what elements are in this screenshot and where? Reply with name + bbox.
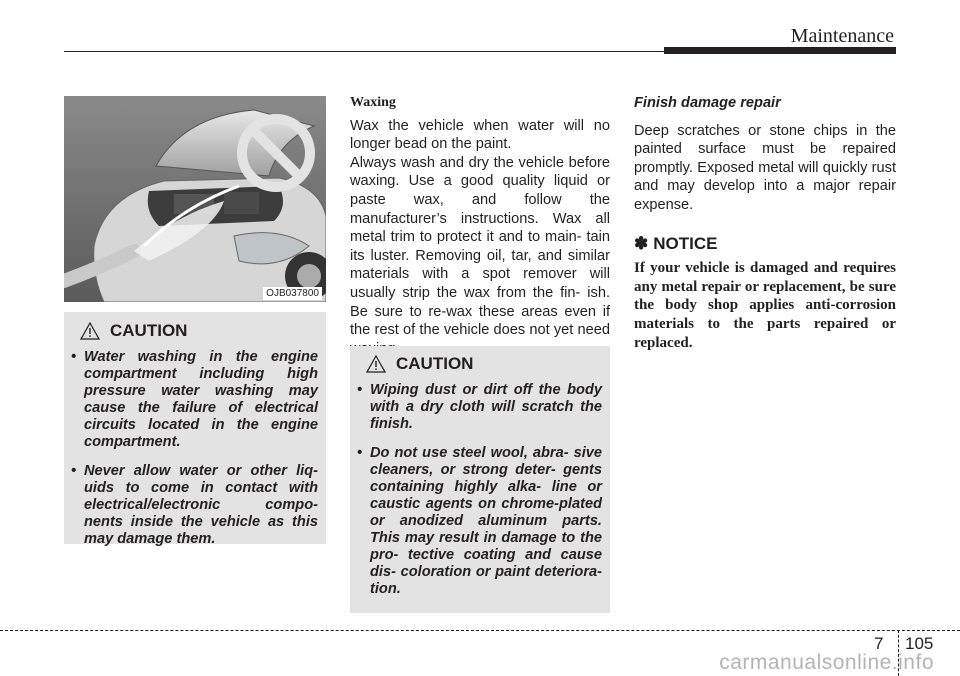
caution-item: • Do not use steel wool, abra- sive cleaners, or strong deter- gents containing highly alka- line or caustic agents on chrome-plated or anodized aluminum parts. This may result in damage to the pro- tective coating and cause dis- coloration or paint deteriora- tion. [350, 445, 602, 598]
notice-title: NOTICE [653, 233, 718, 253]
header-bar [664, 47, 896, 54]
caution-item: • Never allow water or other liq- uids to come in contact with electrical/electronic compo- nents inside the vehicle as this may damage them. [64, 463, 318, 548]
photo-code: OJB037800 [263, 287, 322, 300]
finish-paragraph: Deep scratches or stone chips in the painted surface must be repaired promptly. Exposed metal will quickly rust and may develop into a major repair expense. [634, 122, 896, 213]
waxing-heading: Waxing [350, 95, 396, 110]
page-number: 105 [905, 634, 934, 653]
warning-triangle-icon [80, 322, 100, 340]
waxing-section [350, 94, 610, 358]
caution-header [366, 354, 602, 374]
caution-header [80, 321, 318, 341]
caution-title: CAUTION [110, 321, 188, 340]
notice-text: If your vehicle is damaged and requires any metal repair or replacement, be sure the body shop applies anti-corrosion materials to the parts repaired or replaced. [634, 260, 896, 351]
header-rule [64, 51, 664, 52]
caution-box-engine [64, 312, 326, 547]
caution-item: • Water washing in the engine compartment including high pressure water washing may cause the failure of electrical circuits located in the engine compartment. [64, 349, 318, 451]
footer-rule [0, 630, 960, 631]
caution-box-finish [350, 346, 610, 613]
waxing-paragraph: Always wash and dry the vehicle before waxing. Use a good quality liquid or paste wax, and follow the manufacturer’s instructions. Wax all metal trim to protect it and to main- tain its luster. Removing oil, tar, and similar materials with a spot remover will usually strip the wax from the fin- ish. Be sure to re-wax these areas even if the rest of the vehicle does not yet need [350, 154, 610, 339]
finish-repair-section [634, 94, 896, 352]
section-title: Maintenance [790, 25, 894, 47]
chapter-number: 7 [874, 634, 884, 653]
engine-wash-illustration [64, 96, 326, 302]
notice-header [634, 235, 896, 254]
caution-title: CAUTION [396, 354, 474, 373]
finish-heading: Finish damage repair [634, 95, 781, 111]
engine-wash-photo [64, 96, 326, 302]
caution-item: • Wiping dust or dirt off the body with a dry cloth will scratch the finish. [350, 382, 602, 433]
warning-triangle-icon [366, 355, 386, 373]
waxing-paragraph: Wax the vehicle when water will no longer bead on the paint. [350, 117, 610, 153]
watermark: carmanualsonline.info [719, 651, 934, 674]
notice-star-icon: ✽ [634, 233, 649, 253]
